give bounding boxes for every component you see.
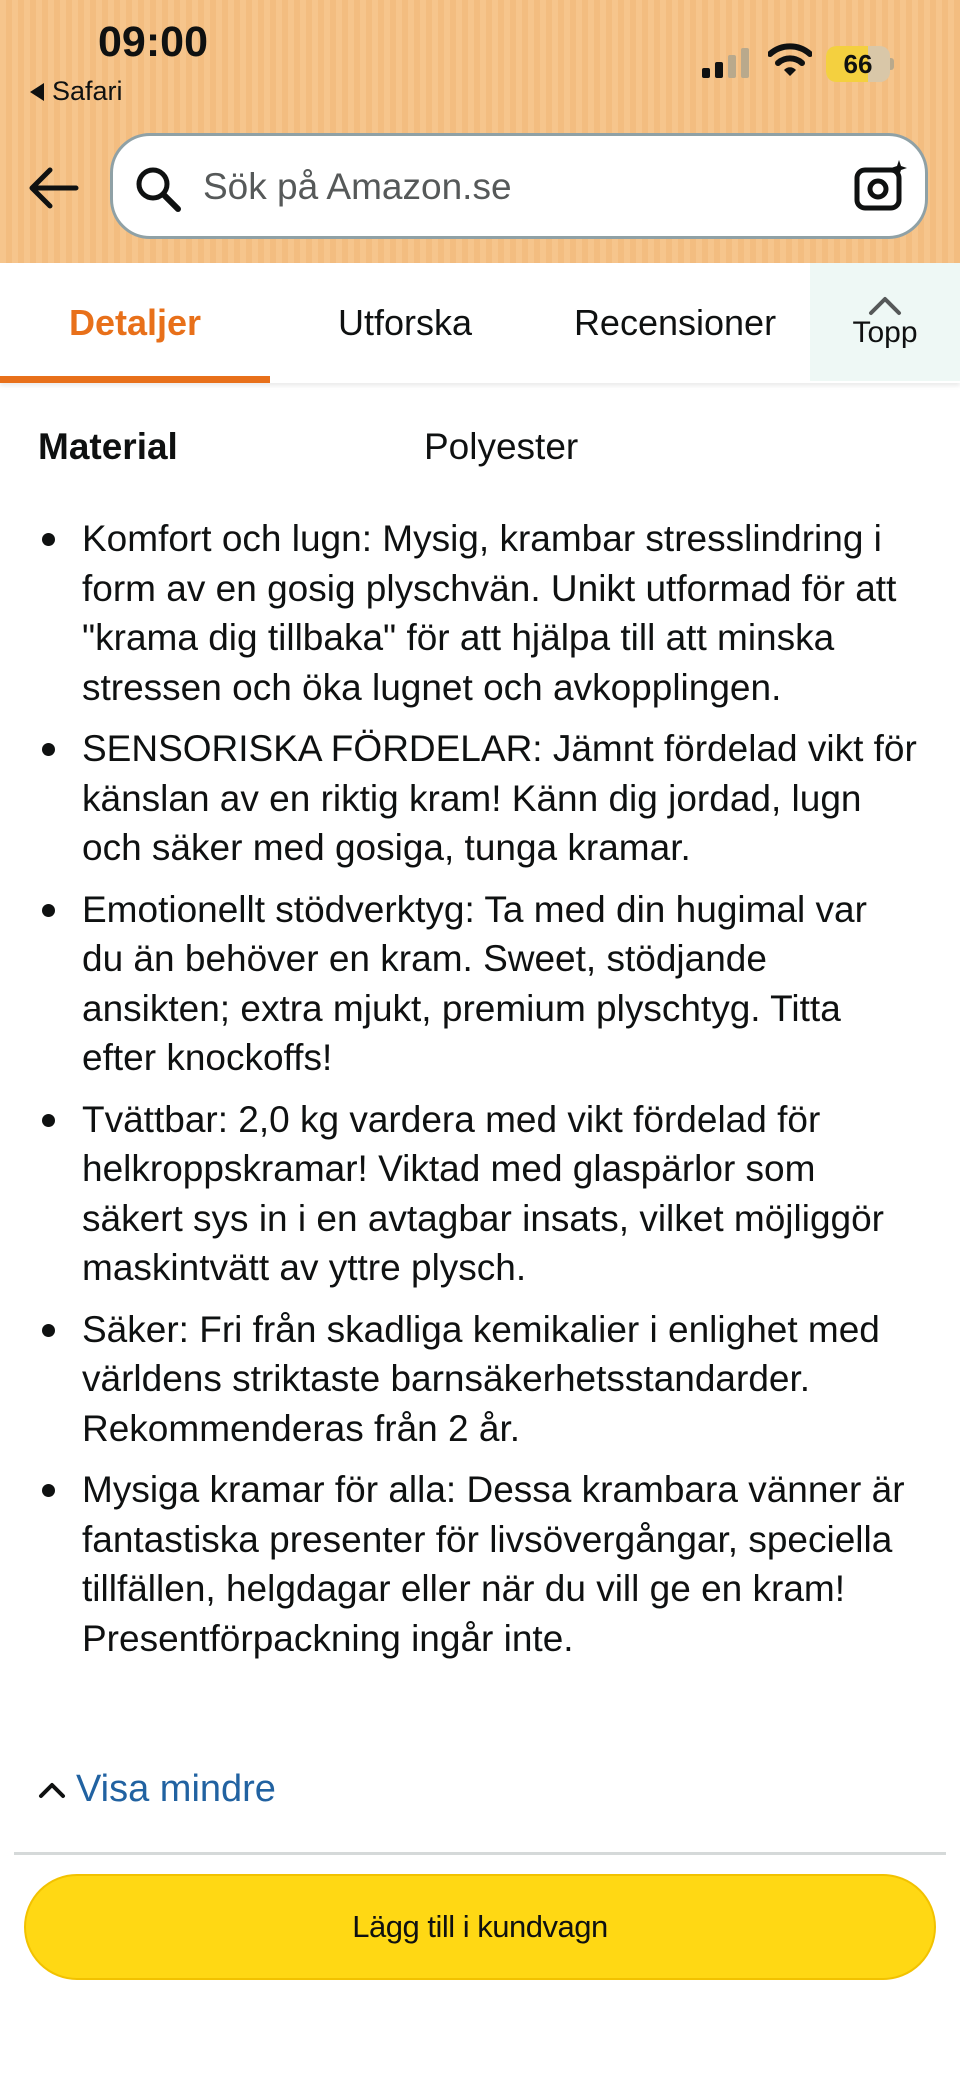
- top-button[interactable]: [810, 263, 960, 381]
- search-icon: [133, 164, 183, 214]
- top-button-label: Topp: [852, 316, 918, 349]
- spec-label: Material: [38, 426, 178, 467]
- feature-bullet: Tvättbar: 2,0 kg vardera med vikt fördelad för helkroppskramar! Viktad med glaspärlor som säkert sys in i en avtagbar insats, vilket möjliggör maskintvätt av yttre plysch.: [38, 1095, 918, 1293]
- feature-bullet: Komfort och lugn: Mysig, krambar stresslindring i form av en gosig plyschvän. Unikt utformad för att "krama dig tillbaka" för att hjälpa till att minska stressen och öka lugnet och avkopplingen.: [38, 514, 918, 712]
- feature-bullet: Säker: Fri från skadliga kemikalier i enlighet med världens striktaste barnsäkerhetsstandarder. Rekommenderas från 2 år.: [38, 1305, 918, 1454]
- add-to-cart-button[interactable]: Lägg till i kundvagn: [24, 1874, 936, 1980]
- tab-recensioner[interactable]: Recensioner: [573, 302, 777, 343]
- search-input[interactable]: [203, 158, 823, 216]
- spec-row-material: [38, 426, 928, 476]
- chevron-up-icon: [868, 294, 902, 316]
- cellular-signal-icon: [702, 48, 752, 78]
- tab-utforska[interactable]: Utforska: [337, 302, 473, 343]
- back-triangle-icon: [30, 83, 44, 101]
- battery-percent: 66: [843, 49, 873, 79]
- search-bar[interactable]: [110, 133, 928, 239]
- show-less-link[interactable]: [38, 1768, 276, 1811]
- back-app-label: Safari: [52, 76, 123, 106]
- back-to-safari[interactable]: [30, 76, 123, 107]
- feature-bullets: [38, 514, 918, 1675]
- show-less-label: Visa mindre: [76, 1768, 276, 1810]
- feature-bullet: Mysiga kramar för alla: Dessa krambara vänner är fantastiska presenter för livsövergångar, speciella tillfällen, helgdagar eller när du vill ge en kram! Presentförpackning ingår inte.: [38, 1465, 918, 1663]
- divider: [14, 1852, 946, 1855]
- status-time: 09:00: [98, 18, 208, 66]
- feature-bullet: SENSORISKA FÖRDELAR: Jämnt fördelad vikt för känslan av en riktig kram! Känn dig jordad, lugn och säker med gosiga, tunga kramar.: [38, 724, 918, 873]
- camera-search-icon[interactable]: [853, 158, 909, 214]
- spec-value: Polyester: [424, 426, 579, 467]
- active-tab-indicator: [0, 376, 270, 383]
- battery-icon: [826, 46, 894, 82]
- chevron-up-icon: [38, 1780, 66, 1800]
- wifi-icon: [768, 42, 812, 78]
- back-arrow-icon[interactable]: [28, 166, 80, 210]
- feature-bullet: Emotionellt stödverktyg: Ta med din hugimal var du än behöver en kram. Sweet, stödjande ansikten; extra mjukt, premium plyschtyg. Titta efter knockoffs!: [38, 885, 918, 1083]
- tab-detaljer[interactable]: Detaljer: [68, 302, 202, 343]
- section-tabs: [0, 263, 960, 383]
- header: [0, 0, 960, 263]
